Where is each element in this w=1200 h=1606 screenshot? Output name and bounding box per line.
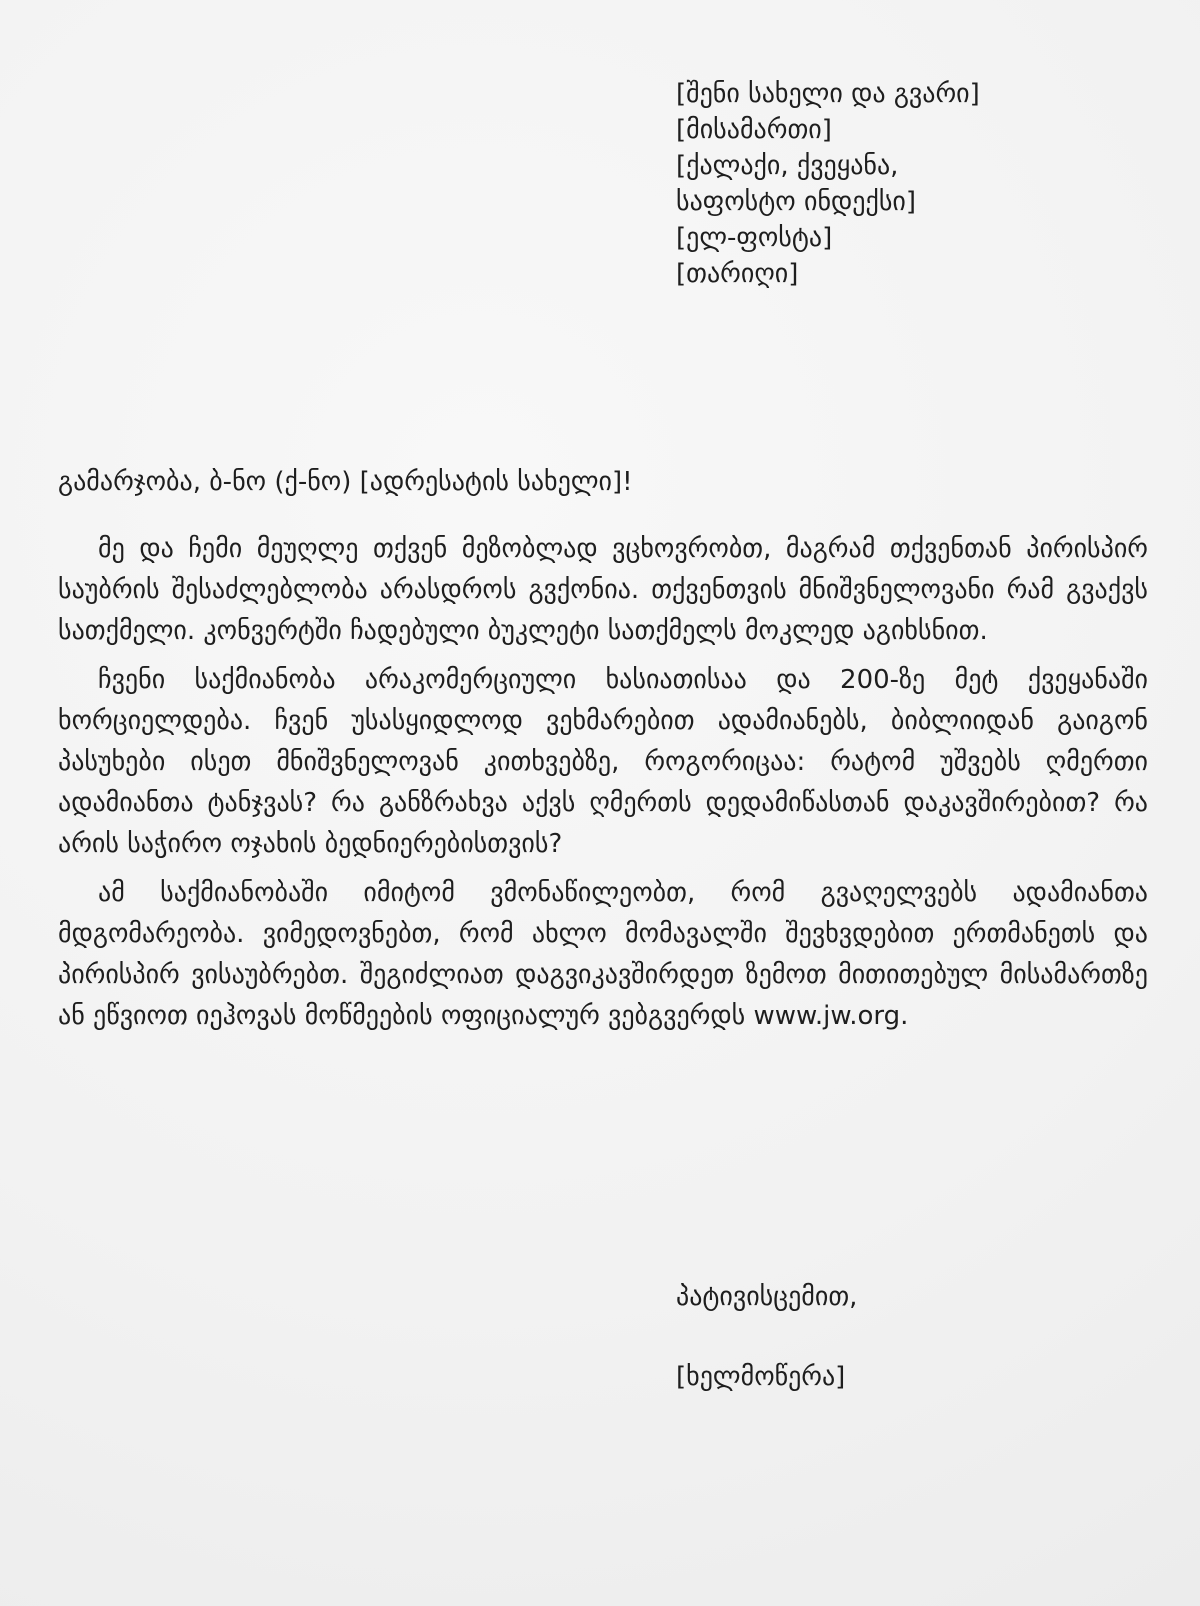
sender-date: [თარიღი] bbox=[676, 259, 799, 289]
sender-address: [მისამართი] bbox=[676, 115, 832, 145]
paragraph-2: ჩვენი საქმიანობა არაკომერციული ხასიათისაა და 200-ზე მეტ ქვეყანაში ხორციელდება. ჩვენ უსასყიდლოდ ვეხმარებით ადამიანებს, ბიბლიიდან გაიგონ პასუხები ისეთ მნიშვნელოვან კითხვებზე, როგორიცაა: რატომ უშვებს ღმერთი ადამიანთა ტანჯვას? რა განზრახვა აქვს ღმერთს დედამიწასთან დაკავშირებით? რა არის საჭირო ოჯახის ბედნიერებისთვის? bbox=[58, 665, 1148, 859]
sender-name: [შენი სახელი და გვარი] bbox=[676, 79, 980, 109]
sender-address-block bbox=[676, 76, 1176, 292]
signature-placeholder: [ხელმოწერა] bbox=[676, 1362, 846, 1392]
sender-email: [ელ-ფოსტა] bbox=[676, 223, 833, 253]
closing-regards: პატივისცემით, bbox=[676, 1282, 858, 1312]
paragraph-3: ამ საქმიანობაში იმიტომ ვმონაწილეობთ, რომ გვაღელვებს ადამიანთა მდგომარეობა. ვიმედოვნებთ, რომ ახლო მომავალში შევხვდებით ერთმანეთს და პირისპირ ვისაუბრებთ. შეგიძლიათ დაგვიკავშირდეთ ზემოთ მითითებულ მისამართზე ან ეწვიოთ იეჰოვას მოწმეების ოფიციალურ ვებგვერდს www.jw.org. bbox=[58, 878, 1148, 1031]
letter-body bbox=[58, 462, 1148, 1045]
sender-city-country: [ქალაქი, ქვეყანა, bbox=[676, 151, 899, 181]
paragraph-1: მე და ჩემი მეუღლე თქვენ მეზობლად ვცხოვრობთ, მაგრამ თქვენთან პირისპირ საუბრის შესაძლებლობა არასდროს გვქონია. თქვენთვის მნიშვნელოვანი რამ გვაქვს სათქმელი. კონვერტში ჩადებული ბუკლეტი სათქმელს მოკლედ აგიხსნით. bbox=[58, 534, 1148, 646]
sender-postal-code: საფოსტო ინდექსი] bbox=[676, 187, 917, 217]
greeting: გამარჯობა, ბ-ნო (ქ-ნო) [ადრესატის სახელი]! bbox=[58, 467, 633, 497]
